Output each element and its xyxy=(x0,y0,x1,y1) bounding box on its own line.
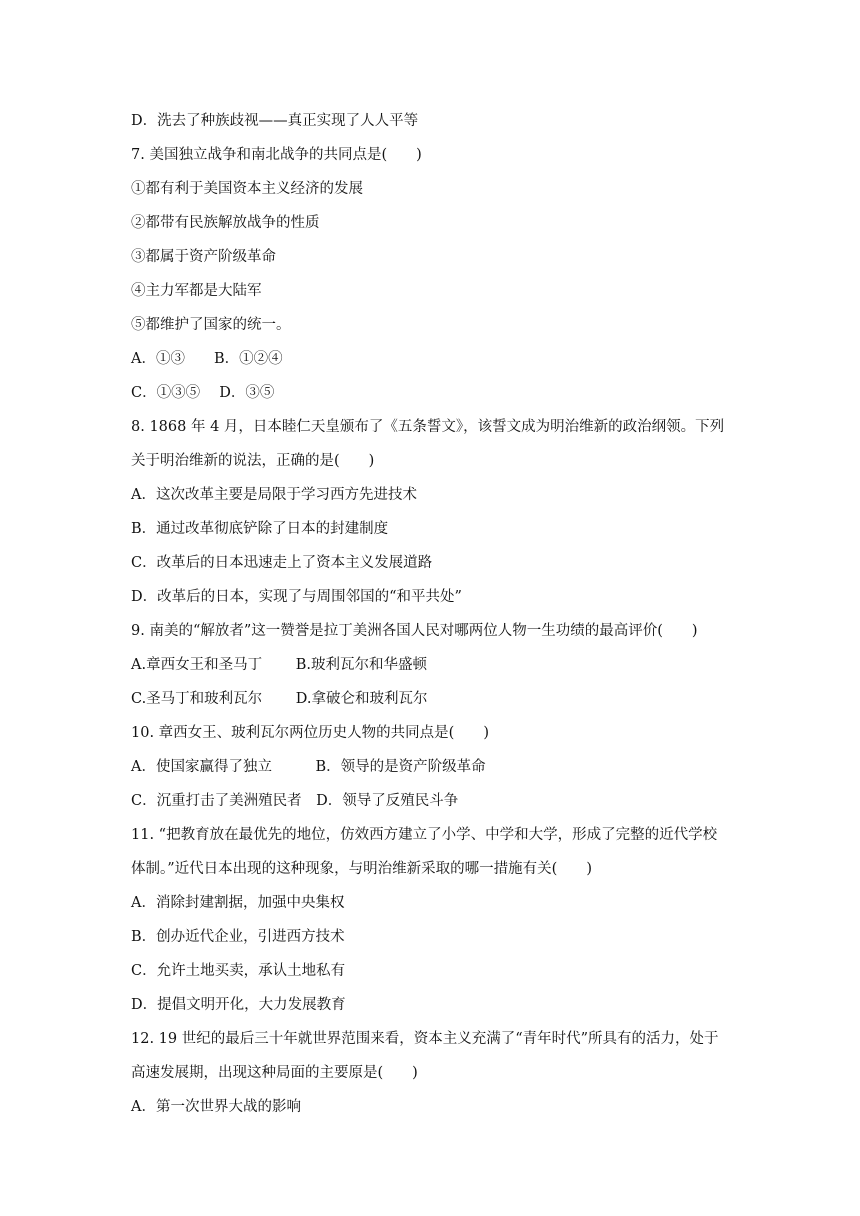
q8-option-b: B．通过改革彻底铲除了日本的封建制度 xyxy=(131,521,389,537)
q8-option-d: D．改革后的日本，实现了与周围邻国的“和平共处” xyxy=(131,589,462,605)
q7-stem: 7. 美国独立战争和南北战争的共同点是( ) xyxy=(131,147,422,163)
q10-stem: 10. 章西女王、玻利瓦尔两位历史人物的共同点是( ) xyxy=(131,725,489,741)
q12-stem-line-2: 高速发展期，出现这种局面的主要原是( ) xyxy=(131,1065,418,1081)
q7-item-2: ②都带有民族解放战争的性质 xyxy=(131,215,320,231)
q12-stem-line-1: 12. 19 世纪的最后三十年就世界范围来看，资本主义充满了“青年时代”所具有的活力，处于 xyxy=(131,1031,719,1047)
q7-options-ab: A．①③ B．①②④ xyxy=(131,351,283,367)
q8-stem-line-1: 8. 1868 年 4 月，日本睦仁天皇颁布了《五条誓文》，该誓文成为明治维新的政治纲领。下列 xyxy=(131,419,725,435)
q11-stem-line-1: 11. “把教育放在最优先的地位，仿效西方建立了小学、中学和大学，形成了完整的近代学校 xyxy=(131,827,718,843)
q10-options-ab: A．使国家赢得了独立 B．领导的是资产阶级革命 xyxy=(131,759,486,775)
q9-options-cd: C.圣马丁和玻利瓦尔 D.拿破仑和玻利瓦尔 xyxy=(131,691,428,707)
q9-options-ab: A.章西女王和圣马丁 B.玻利瓦尔和华盛顿 xyxy=(131,657,427,673)
q10-options-cd: C．沉重打击了美洲殖民者 D．领导了反殖民斗争 xyxy=(131,793,459,809)
q7-options-cd: C．①③⑤ D．③⑤ xyxy=(131,385,275,401)
q11-stem-line-2: 体制。”近代日本出现的这种现象，与明治维新采取的哪一措施有关( ) xyxy=(131,861,592,877)
q7-item-3: ③都属于资产阶级革命 xyxy=(131,249,276,265)
q11-option-a: A．消除封建割据，加强中央集权 xyxy=(131,895,345,911)
q11-option-d: D．提倡文明开化，大力发展教育 xyxy=(131,997,346,1013)
q9-stem: 9. 南美的“解放者”这一赞誉是拉丁美洲各国人民对哪两位人物一生功绩的最高评价( ) xyxy=(131,623,698,639)
q7-item-4: ④主力军都是大陆军 xyxy=(131,283,262,299)
q7-item-5: ⑤都维护了国家的统一。 xyxy=(131,317,291,333)
q6-option-d: D．洗去了种族歧视——真正实现了人人平等 xyxy=(131,113,419,129)
q11-option-c: C．允许土地买卖，承认土地私有 xyxy=(131,963,346,979)
q11-option-b: B．创办近代企业，引进西方技术 xyxy=(131,929,345,945)
q8-option-c: C．改革后的日本迅速走上了资本主义发展道路 xyxy=(131,555,433,571)
q12-option-a: A．第一次世界大战的影响 xyxy=(131,1099,301,1115)
q8-stem-line-2: 关于明治维新的说法，正确的是( ) xyxy=(131,453,375,469)
q8-option-a: A．这次改革主要是局限于学习西方先进技术 xyxy=(131,487,417,503)
q7-item-1: ①都有利于美国资本主义经济的发展 xyxy=(131,181,363,197)
